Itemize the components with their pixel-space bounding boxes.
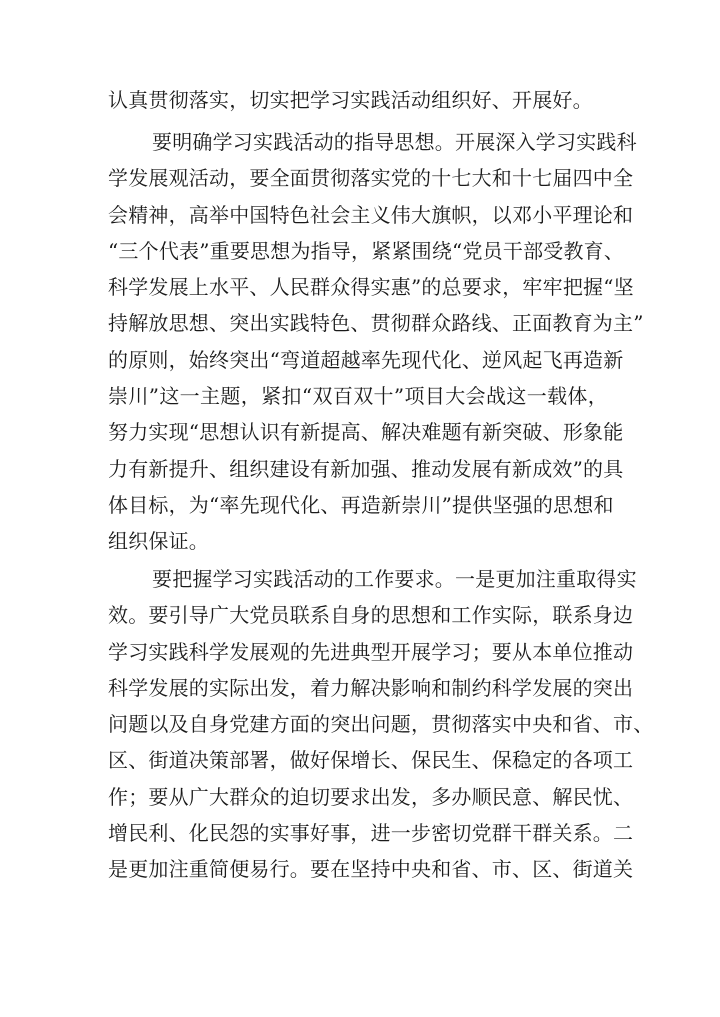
text-line: 作；要从广大群众的迫切要求出发，多办顺民意、解民忧、 [108, 784, 634, 809]
text-line: 科学发展上水平、人民群众得实惠”的总要求，牢牢把握“坚 [108, 275, 634, 300]
text-line: 努力实现“思想认识有新提高、解决难题有新突破、形象能 [108, 420, 624, 445]
text-line: 的原则，始终突出“弯道超越率先现代化、逆风起飞再造新 [108, 347, 624, 372]
text-line: 力有新提升、组织建设有新加强、推动发展有新成效”的具 [108, 456, 624, 481]
text-line: 要明确学习实践活动的指导思想。开展深入学习实践科 [152, 130, 637, 154]
text-line: 要把握学习实践活动的工作要求。一是更加注重取得实 [152, 567, 637, 591]
text-line: 问题以及自身党建方面的突出问题，贯彻落实中央和省、市、 [108, 712, 654, 737]
paragraph-1 [108, 82, 608, 118]
text-line: “三个代表”重要思想为指导，紧紧围绕“党员干部受教育、 [108, 238, 625, 263]
paragraph-2 [108, 124, 644, 560]
text-line: 区、街道决策部署，做好保增长、保民生、保稳定的各项工 [108, 748, 634, 773]
text-line: 学发展观活动，要全面贯彻落实党的十七大和十七届四中全 [108, 166, 634, 191]
text-line: 科学发展的实际出发，着力解决影响和制约科学发展的突出 [108, 675, 634, 700]
text-line: 认真贯彻落实，切实把学习实践活动组织好、开展好。 [108, 88, 593, 112]
text-line: 组织保证。 [108, 529, 209, 554]
text-line: 增民利、化民怨的实事好事，进一步密切党群干群关系。二 [108, 821, 634, 846]
paragraph-3 [108, 561, 654, 888]
text-line: 是更加注重简便易行。要在坚持中央和省、市、区、街道关 [108, 857, 634, 882]
text-line: 会精神，高举中国特色社会主义伟大旗帜，以邓小平理论和 [108, 202, 634, 227]
text-line: 崇川”这一主题，紧扣“双百双十”项目大会战这一载体， [108, 384, 608, 409]
text-line: 学习实践科学发展观的先进典型开展学习；要从本单位推动 [108, 639, 634, 664]
text-line: 效。要引导广大党员联系自身的思想和工作实际，联系身边 [108, 603, 634, 628]
text-line: 体目标，为“率先现代化、再造新崇川”提供坚强的思想和 [108, 492, 614, 517]
text-line: 持解放思想、突出实践特色、贯彻群众路线、正面教育为主” [108, 311, 644, 336]
